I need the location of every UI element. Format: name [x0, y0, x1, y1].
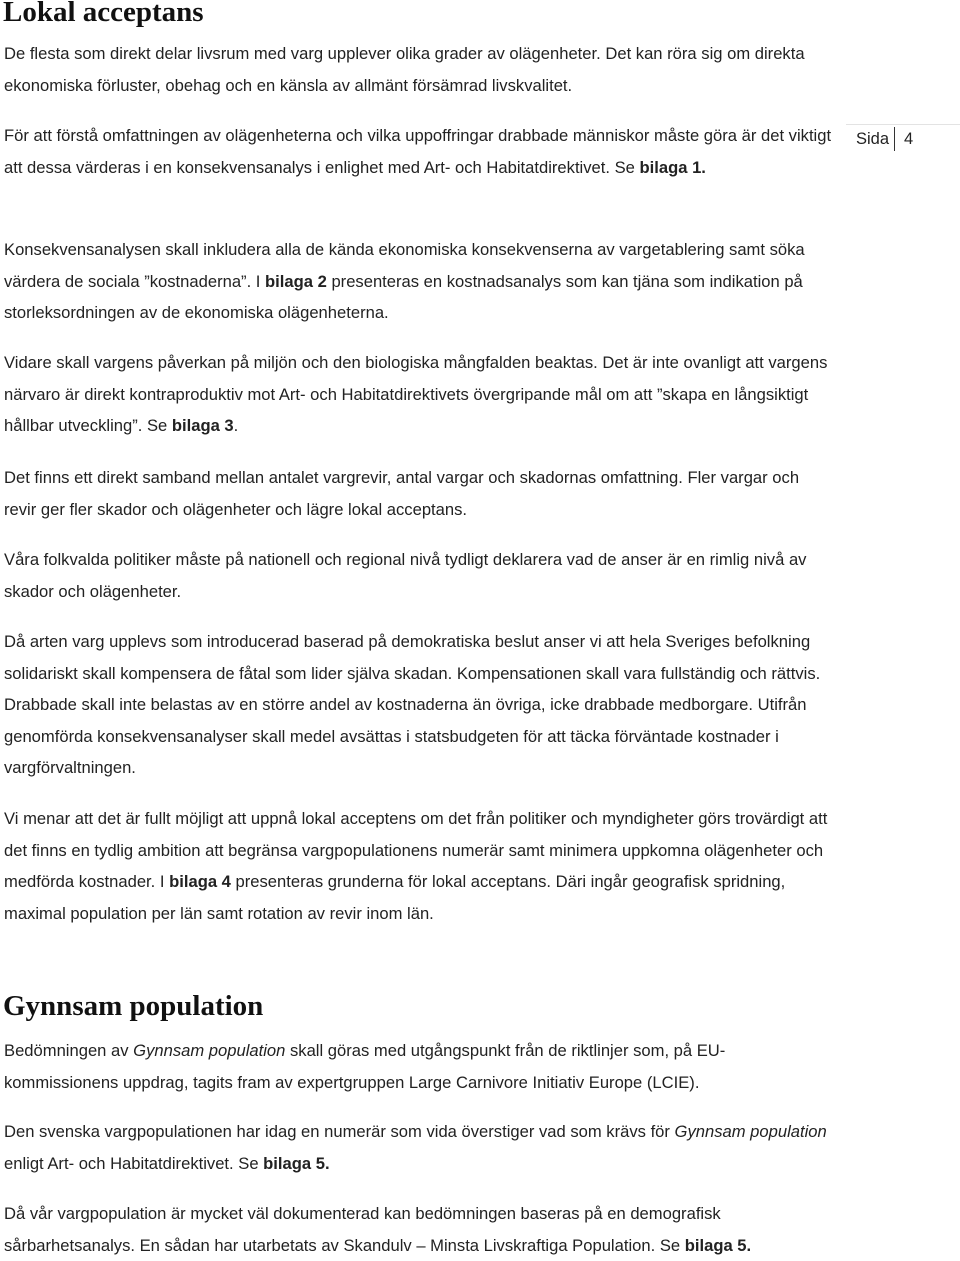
bilaga-5-ref: bilaga 5. — [684, 1235, 752, 1255]
paragraph-6: Våra folkvalda politiker måste på nationell och regional nivå tydligt deklarera vad de anser är en rimlig nivå av skador och olägenheter. — [4, 550, 807, 601]
page-number-rule — [846, 124, 960, 125]
section-heading-gynnsam-population: Gynnsam population — [3, 990, 264, 1022]
paragraph-9: Bedömningen av Gynnsam population skall göras med utgångspunkt från de riktlinjer som, på EU-kommissionens uppdrag, tagits fram av expertgruppen Large Carnivore Initiativ Europe (LCIE). — [4, 1041, 726, 1092]
gynnsam-population-term: Gynnsam population — [674, 1122, 827, 1141]
paragraph-5: Det finns ett direkt samband mellan antalet vargrevir, antal vargar och skadornas omfattning. Fler vargar och revir ger fler skador och olägenheter och lägre lokal acceptans. — [4, 468, 800, 519]
page-number-label: Sida — [856, 130, 890, 148]
paragraph-10: Den svenska vargpopulationen har idag en numerär som vida överstiger vad som krävs för Gynnsam population enligt Art- och Habitatdirektivet. Se bilaga 5. — [4, 1122, 827, 1173]
section-heading-lokal-acceptans: Lokal acceptans — [3, 0, 204, 28]
page-number-value: 4 — [894, 127, 913, 151]
paragraph-11: Då vår vargpopulation är mycket väl dokumenterad kan bedömningen baseras på en demografisk sårbarhetsanalys. En sådan har utarbetats av Skandulv – Minsta Livskraftiga Population. Se bilaga 5. — [4, 1204, 752, 1255]
bilaga-3-ref: bilaga 3 — [171, 416, 234, 436]
bilaga-4-ref: bilaga 4 — [169, 872, 231, 892]
bilaga-5-ref: bilaga 5. — [263, 1153, 330, 1173]
bilaga-1-ref: bilaga 1. — [639, 157, 706, 177]
paragraph-2: För att förstå omfattningen av olägenheterna och vilka uppoffringar drabbade människor måste göra är det viktigt att dessa värderas i en konsekvensanalys i enlighet med Art- och Habitatdirektivet. Se bilaga 1. — [4, 126, 832, 177]
paragraph-7: Då arten varg upplevs som introducerad baserad på demokratiska beslut anser vi att hela Sveriges befolkning solidariskt skall kompensera de fåtal som lider själva skadan. Kompensationen skall vara fullständig och rättvis. Drabbade skall inte belastas av en större andel av kostnaderna än övriga, icke drabbade medborgare. Utifrån genomförda konsekvensanalyser skall medel avsättas i statsbudgeten för att täcka förväntade kostnader i vargförvaltningen. — [4, 632, 821, 778]
paragraph-8: Vi menar att det är fullt möjligt att uppnå lokal acceptens om det från politiker och myndigheter görs trovärdigt att det finns en tydlig ambition att begränsa vargpopulationens numerär samt minimera uppkomna olägenheter och medförda kostnader. I bilaga 4 presenteras grunderna för lokal acceptans. Däri ingår geografisk spridning, maximal population per län samt rotation av revir inom län. — [4, 809, 828, 923]
paragraph-4: Vidare skall vargens påverkan på miljön och den biologiska mångfalden beaktas. Det är inte ovanligt att vargens närvaro är direkt kontraproduktiv mot Art- och Habitatdirektivets övergripande mål om att ”skapa en långsiktigt hållbar utveckling”. Se bilaga 3. — [4, 353, 828, 436]
page-number — [856, 127, 913, 151]
gynnsam-population-term: Gynnsam population — [133, 1041, 286, 1060]
paragraph-1: De flesta som direkt delar livsrum med varg upplever olika grader av olägenheter. Det kan röra sig om direkta ekonomiska förluster, obehag och en känsla av allmänt försämrad livskvalitet. — [4, 44, 805, 95]
paragraph-3: Konsekvensanalysen skall inkludera alla de kända ekonomiska konsekvenserna av vargetablering samt söka värdera de sociala ”kostnaderna”. I bilaga 2 presenteras en kostnadsanalys som kan tjäna som indikation på storleksordningen av de ekonomiska olägenheterna. — [4, 240, 805, 323]
bilaga-2-ref: bilaga 2 — [265, 271, 327, 291]
